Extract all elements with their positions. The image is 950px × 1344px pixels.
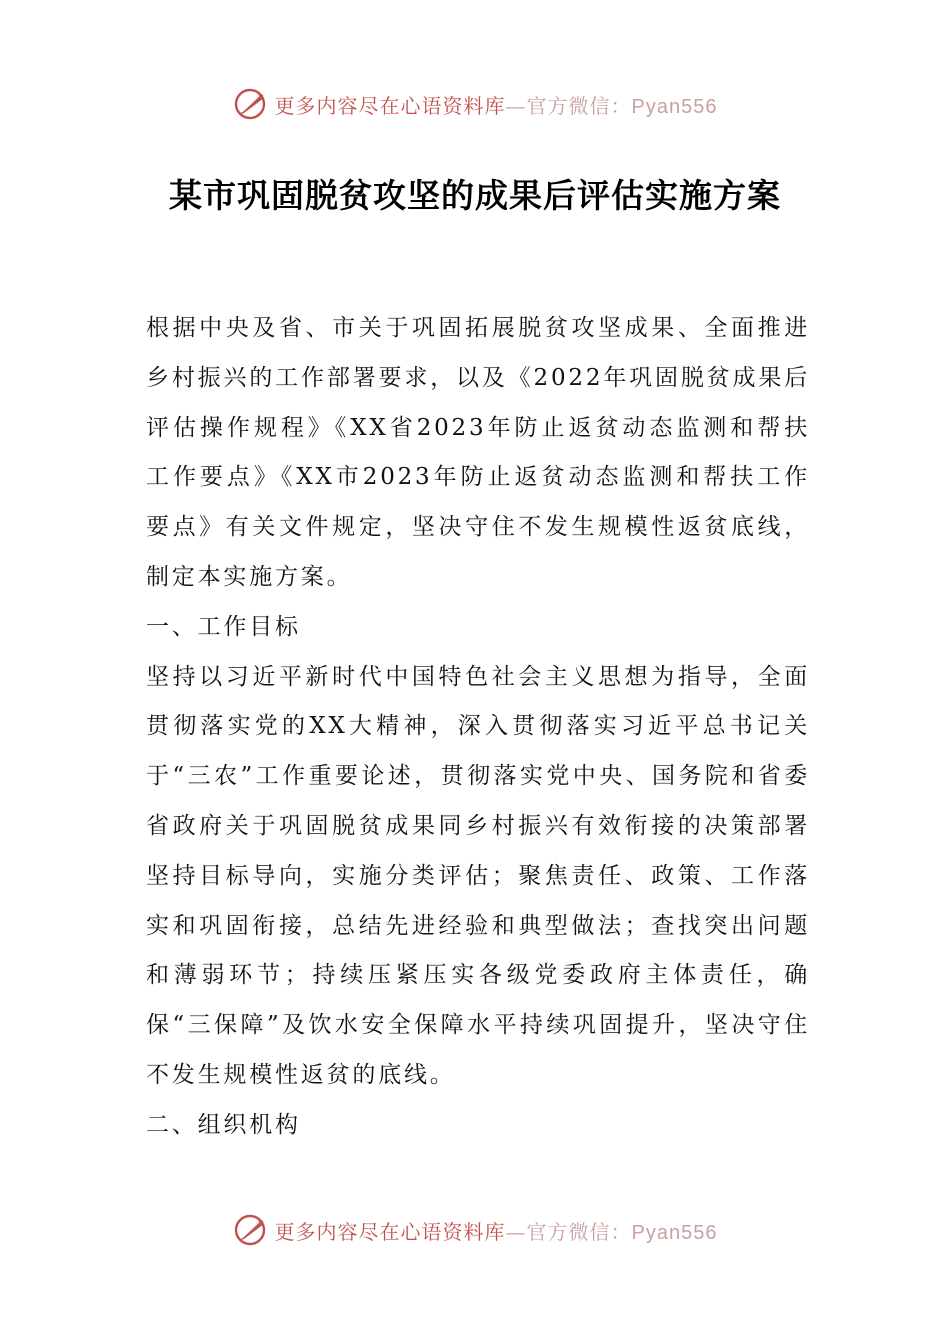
- pen-feather-logo-icon: [233, 1213, 267, 1247]
- paragraph-intro: 根据中央及省、市关于巩固拓展脱贫攻坚成果、全面推进乡村振兴的工作部署要求，以及《2022年巩固脱贫成果后评估操作规程》《XX省2023年防止返贫动态监测和帮扶工作要点》《XX市2023年防止返贫动态监测和帮扶工作要点》有关文件规定，坚决守住不发生规模性返贫底线，制定本实施方案。: [146, 315, 810, 590]
- watermark-text: 更多内容尽在心语资料库—官方微信：Pyan556: [274, 93, 718, 118]
- document-body: [146, 304, 810, 1151]
- watermark-text: 更多内容尽在心语资料库—官方微信：Pyan556: [274, 1219, 718, 1244]
- watermark-footer: [0, 1210, 950, 1250]
- watermark-header: [0, 84, 950, 124]
- document-title: 某市巩固脱贫攻坚的成果后评估实施方案: [169, 176, 781, 215]
- paragraph-goals: 坚持以习近平新时代中国特色社会主义思想为指导，全面贯彻落实党的XX大精神，深入贯彻落实习近平总书记关于“三农”工作重要论述，贯彻落实党中央、国务院和省委省政府关于巩固脱贫成果同乡村振兴有效衔接的决策部署坚持目标导向，实施分类评估；聚焦责任、政策、工作落实和巩固衔接，总结先进经验和典型做法；查找突出问题和薄弱环节；持续压紧压实各级党委政府主体责任，确保“三保障”及饮水安全保障水平持续巩固提升，坚决守住不发生规模性返贫的底线。: [146, 663, 810, 1088]
- pen-feather-logo-icon: [233, 87, 267, 121]
- section-heading-organization: 二、组织机构: [146, 1111, 301, 1138]
- section-heading-goals: 一、工作目标: [146, 613, 301, 640]
